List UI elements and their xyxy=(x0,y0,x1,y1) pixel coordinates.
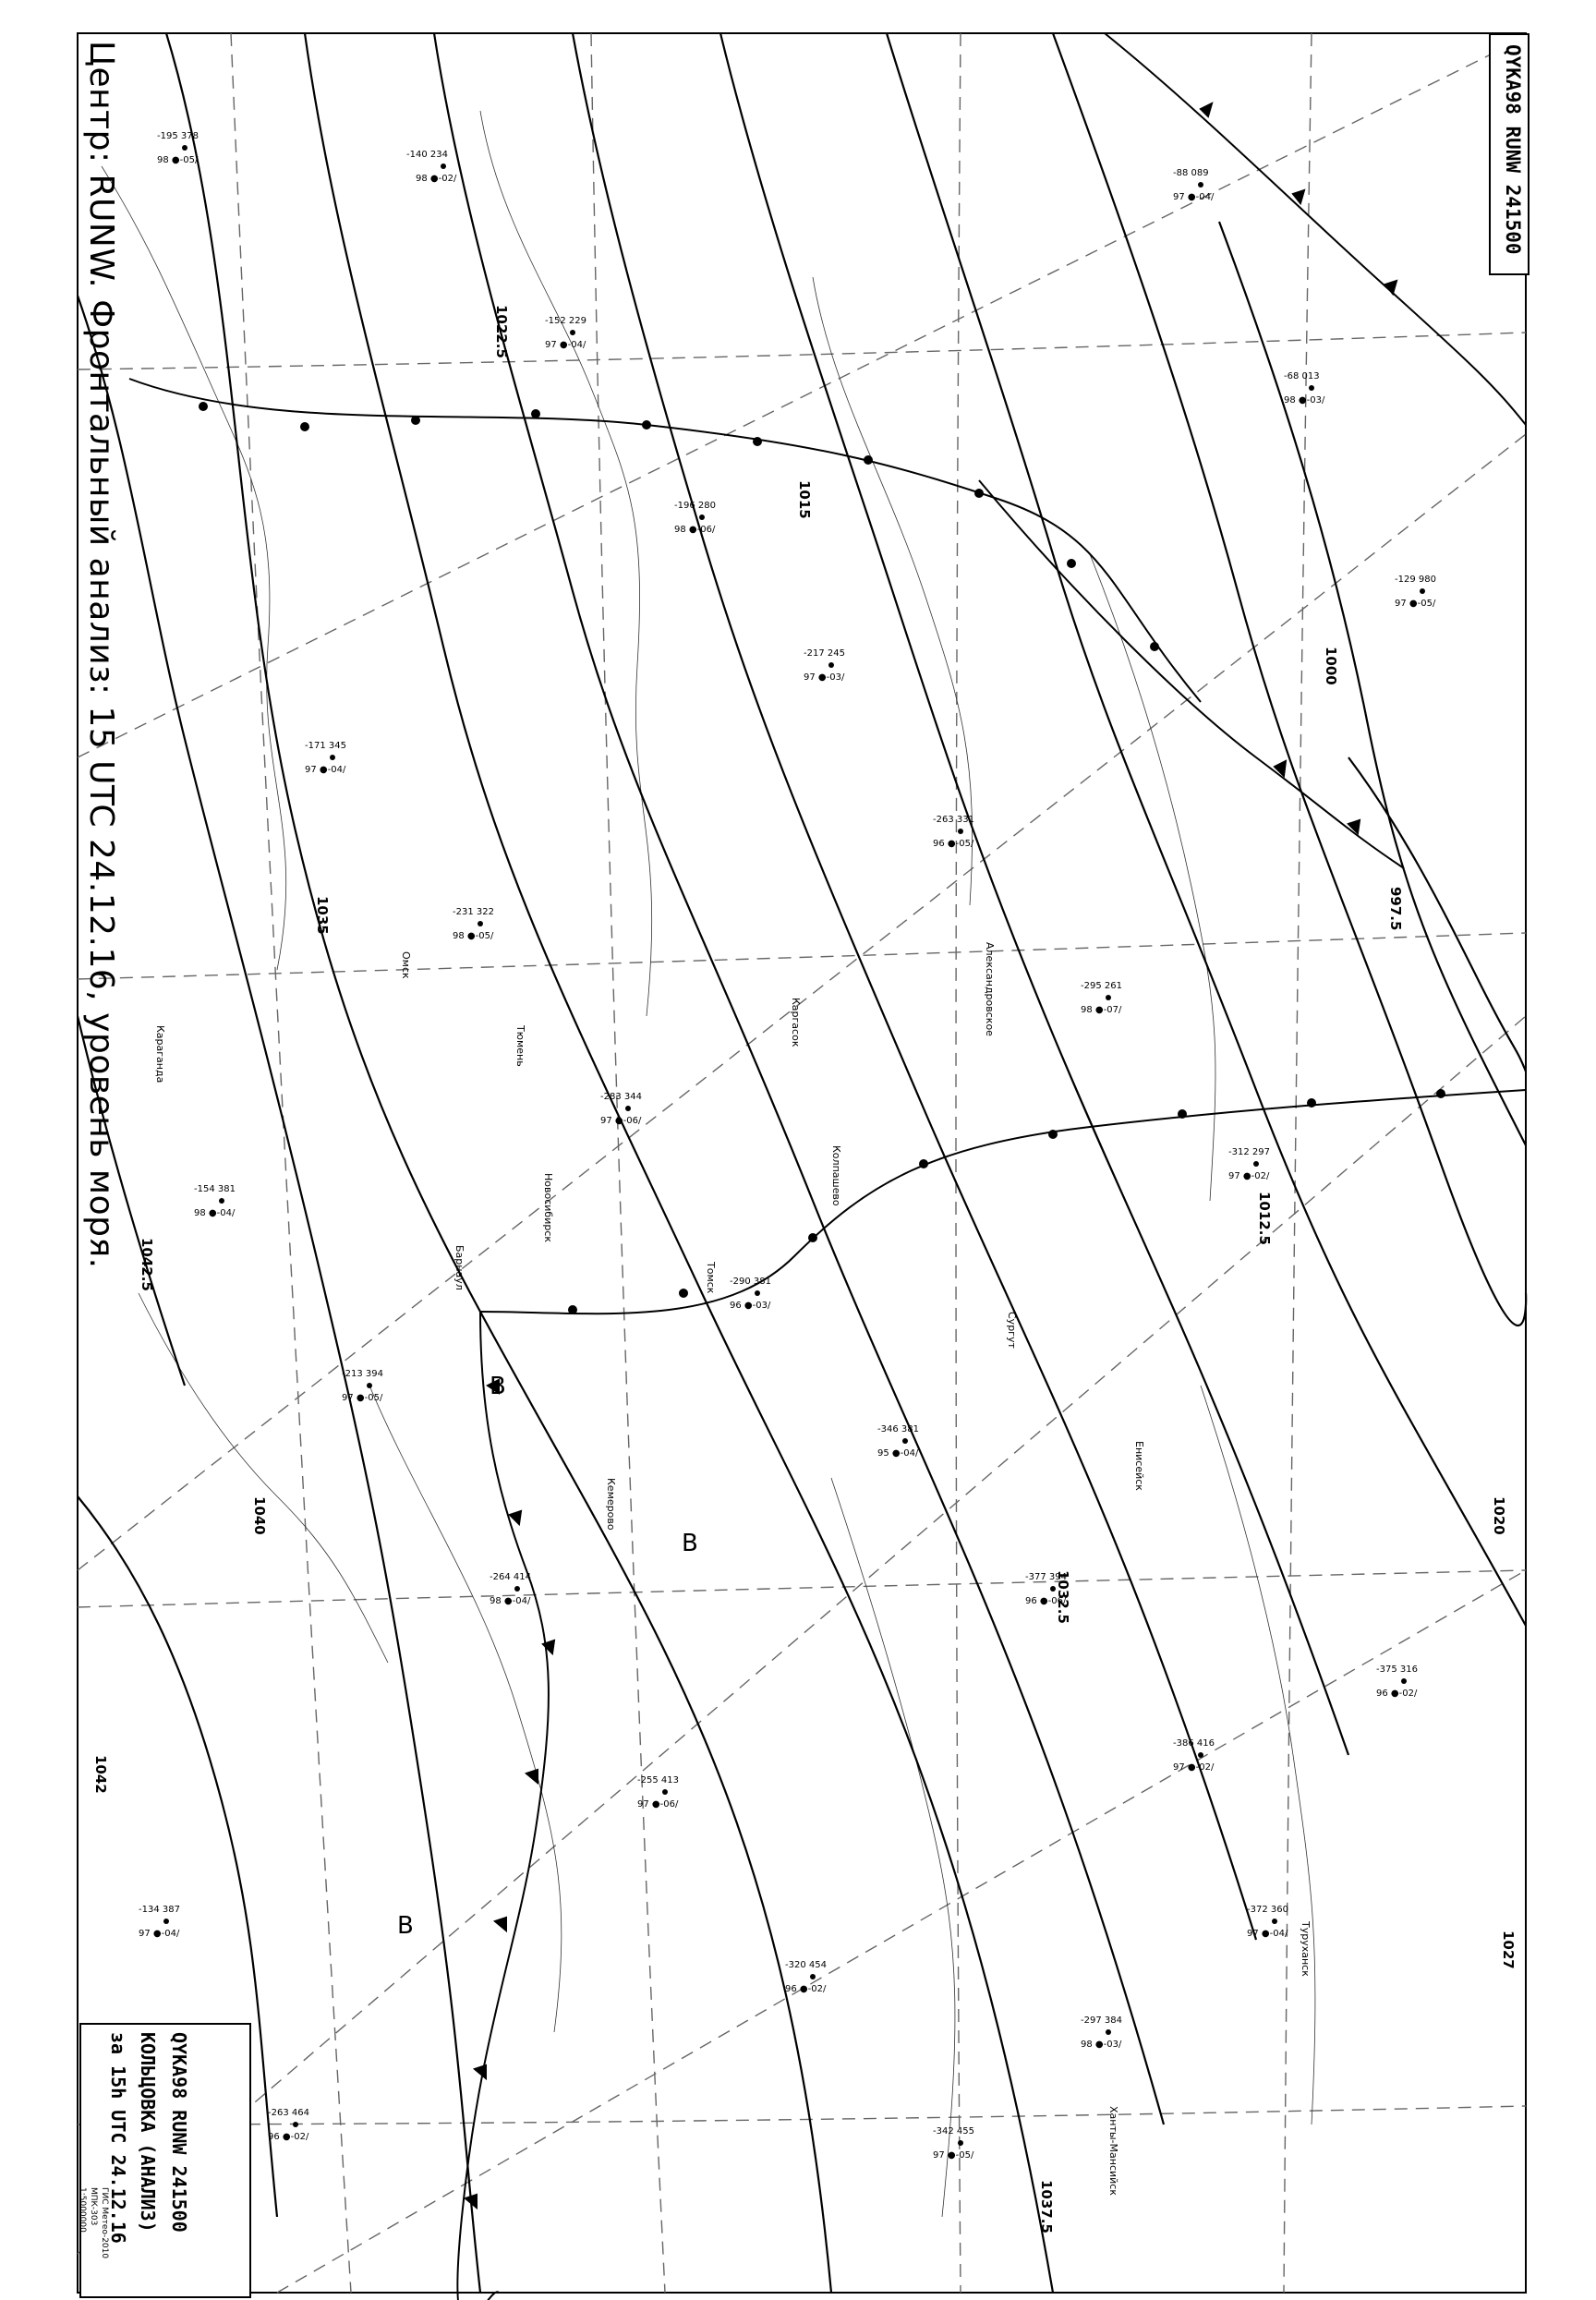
high-pressure-center: В xyxy=(490,1373,506,1400)
station-plots xyxy=(139,131,1436,2161)
svg-text:-264 414: -264 414 xyxy=(490,1572,531,1582)
bulletin-code-box xyxy=(1489,33,1530,275)
high-pressure-center: В xyxy=(397,1912,414,1940)
svg-text:-290 381: -290 381 xyxy=(730,1277,771,1287)
isobar-label: 997.5 xyxy=(1387,887,1404,931)
city-label: Томск xyxy=(705,1262,717,1294)
svg-text:-297 384: -297 384 xyxy=(1081,2016,1122,2026)
svg-text:-88 089: -88 089 xyxy=(1173,168,1209,178)
svg-text:-263 331: -263 331 xyxy=(933,815,974,825)
city-label: Каргасок xyxy=(790,998,802,1047)
svg-text:96 ●-03/: 96 ●-03/ xyxy=(730,1301,771,1311)
svg-text:-377 394: -377 394 xyxy=(1025,1572,1067,1582)
svg-text:-195 378: -195 378 xyxy=(157,131,199,141)
legend-box xyxy=(79,2023,251,2298)
svg-text:98 ●-05/: 98 ●-05/ xyxy=(453,931,494,941)
svg-text:-342 455: -342 455 xyxy=(933,2126,974,2137)
svg-text:98 ●-05/: 98 ●-05/ xyxy=(157,155,199,165)
svg-text:98 ●-04/: 98 ●-04/ xyxy=(490,1596,531,1606)
svg-text:-372 360: -372 360 xyxy=(1247,1905,1288,1915)
svg-text:-154 381: -154 381 xyxy=(194,1184,236,1194)
svg-text:-68 013: -68 013 xyxy=(1284,371,1320,381)
svg-text:98 ●-03/: 98 ●-03/ xyxy=(1081,2040,1122,2050)
warm-front xyxy=(129,379,1526,1313)
svg-text:97 ●-02/: 97 ●-02/ xyxy=(1173,1762,1215,1773)
svg-text:-231 322: -231 322 xyxy=(453,907,494,917)
isobar-label: 1020 xyxy=(1491,1496,1507,1535)
svg-text:-213 394: -213 394 xyxy=(342,1369,383,1379)
city-label: Омск xyxy=(400,951,412,979)
svg-text:-152 229: -152 229 xyxy=(545,316,586,326)
svg-text:-196 280: -196 280 xyxy=(674,501,716,511)
svg-text:96 ●-02/: 96 ●-02/ xyxy=(785,1984,827,1994)
svg-text:97 ●-04/: 97 ●-04/ xyxy=(305,765,346,775)
cold-front xyxy=(457,33,1526,2300)
svg-text:-346 381: -346 381 xyxy=(877,1424,919,1434)
svg-text:96 ●-06/: 96 ●-06/ xyxy=(1025,1596,1067,1606)
rivers xyxy=(102,111,1315,2217)
legend-device: МПК-303 xyxy=(89,2187,98,2226)
legend-software: ГИС Метео-2010 xyxy=(100,2187,109,2259)
svg-text:96 ●-02/: 96 ●-02/ xyxy=(1376,1689,1418,1699)
svg-text:-295 261: -295 261 xyxy=(1081,981,1122,991)
svg-text:-140 234: -140 234 xyxy=(406,150,448,160)
svg-text:96 ●-02/: 96 ●-02/ xyxy=(268,2132,309,2142)
legend-code: QYKA98 RUNW 241500 xyxy=(168,2032,190,2233)
svg-text:98 ●-07/: 98 ●-07/ xyxy=(1081,1005,1122,1015)
isobar-label: 1000 xyxy=(1323,647,1339,685)
svg-text:-171 345: -171 345 xyxy=(305,741,346,751)
svg-text:97 ●-04/: 97 ●-04/ xyxy=(1247,1929,1288,1939)
svg-text:97 ●-04/: 97 ●-04/ xyxy=(139,1929,180,1939)
isobar-label: 1042.5 xyxy=(139,1238,155,1291)
city-label: Тюмень xyxy=(514,1025,526,1067)
svg-text:-129 980: -129 980 xyxy=(1395,575,1436,585)
svg-text:97 ●-03/: 97 ●-03/ xyxy=(804,672,845,683)
isobar-label: 1022.5 xyxy=(493,305,510,358)
isobar-label: 1037.5 xyxy=(1038,2180,1055,2233)
svg-text:97 ●-02/: 97 ●-02/ xyxy=(1228,1171,1270,1181)
legend-scale: 1:5000000 xyxy=(78,2187,87,2233)
isobar-label: 1012.5 xyxy=(1256,1192,1273,1245)
legend-station: КОЛЬЦОВКА (АНАЛИЗ) xyxy=(137,2032,159,2233)
isobar-label: 1042 xyxy=(92,1755,109,1794)
svg-text:98 ●-04/: 98 ●-04/ xyxy=(194,1208,236,1218)
city-label: Туруханск xyxy=(1300,1921,1312,1977)
city-label: Енисейск xyxy=(1133,1441,1145,1491)
legend-time: за 15h UTC 24.12.16 xyxy=(107,2032,129,2244)
isobar-label: 1015 xyxy=(796,480,813,519)
city-label: Колпашево xyxy=(830,1145,842,1206)
svg-text:-217 245: -217 245 xyxy=(804,648,845,659)
city-label: Кемерово xyxy=(605,1478,617,1531)
svg-text:98 ●-02/: 98 ●-02/ xyxy=(416,174,457,184)
city-label: Александровское xyxy=(984,942,996,1036)
isobar-label: 1040 xyxy=(251,1496,268,1535)
svg-text:98 ●-03/: 98 ●-03/ xyxy=(1284,395,1325,406)
high-pressure-center: В xyxy=(682,1530,698,1557)
svg-text:97 ●-05/: 97 ●-05/ xyxy=(933,2150,974,2161)
svg-text:-134 387: -134 387 xyxy=(139,1905,180,1915)
svg-text:-320 454: -320 454 xyxy=(785,1960,827,1970)
svg-text:96 ●-05/: 96 ●-05/ xyxy=(933,839,974,849)
svg-text:95 ●-04/: 95 ●-04/ xyxy=(877,1448,919,1459)
city-label: Сургут xyxy=(1006,1312,1018,1349)
city-label: Ханты-Мансийск xyxy=(1107,2106,1119,2196)
city-label: Караганда xyxy=(154,1025,166,1083)
svg-text:97 ●-04/: 97 ●-04/ xyxy=(1173,192,1215,202)
svg-text:97 ●-04/: 97 ●-04/ xyxy=(545,340,586,350)
svg-text:97 ●-06/: 97 ●-06/ xyxy=(600,1116,642,1126)
svg-text:97 ●-06/: 97 ●-06/ xyxy=(637,1799,679,1810)
svg-text:97 ●-05/: 97 ●-05/ xyxy=(342,1393,383,1403)
svg-text:-386 416: -386 416 xyxy=(1173,1738,1215,1749)
city-label: Новосибирск xyxy=(542,1173,554,1243)
svg-text:-255 413: -255 413 xyxy=(637,1775,679,1786)
svg-text:97 ●-05/: 97 ●-05/ xyxy=(1395,599,1436,609)
bulletin-code: QYKA98 RUNW 241500 xyxy=(1502,44,1524,255)
isobar-label: 1032.5 xyxy=(1055,1570,1071,1624)
isobar-label: 1027 xyxy=(1500,1931,1517,1969)
map-title: Центр: RUNW. Фронтальный анализ: 15 UTC 24.12.16, уровень моря. xyxy=(82,41,120,1269)
svg-text:-283 344: -283 344 xyxy=(600,1092,642,1102)
svg-text:-312 297: -312 297 xyxy=(1228,1147,1270,1157)
svg-text:98 ●-06/: 98 ●-06/ xyxy=(674,525,716,535)
svg-text:-263 464: -263 464 xyxy=(268,2108,309,2118)
svg-text:-375 316: -375 316 xyxy=(1376,1664,1418,1675)
isobar-label: 1035 xyxy=(314,896,331,935)
city-label: Барнаул xyxy=(453,1245,466,1290)
